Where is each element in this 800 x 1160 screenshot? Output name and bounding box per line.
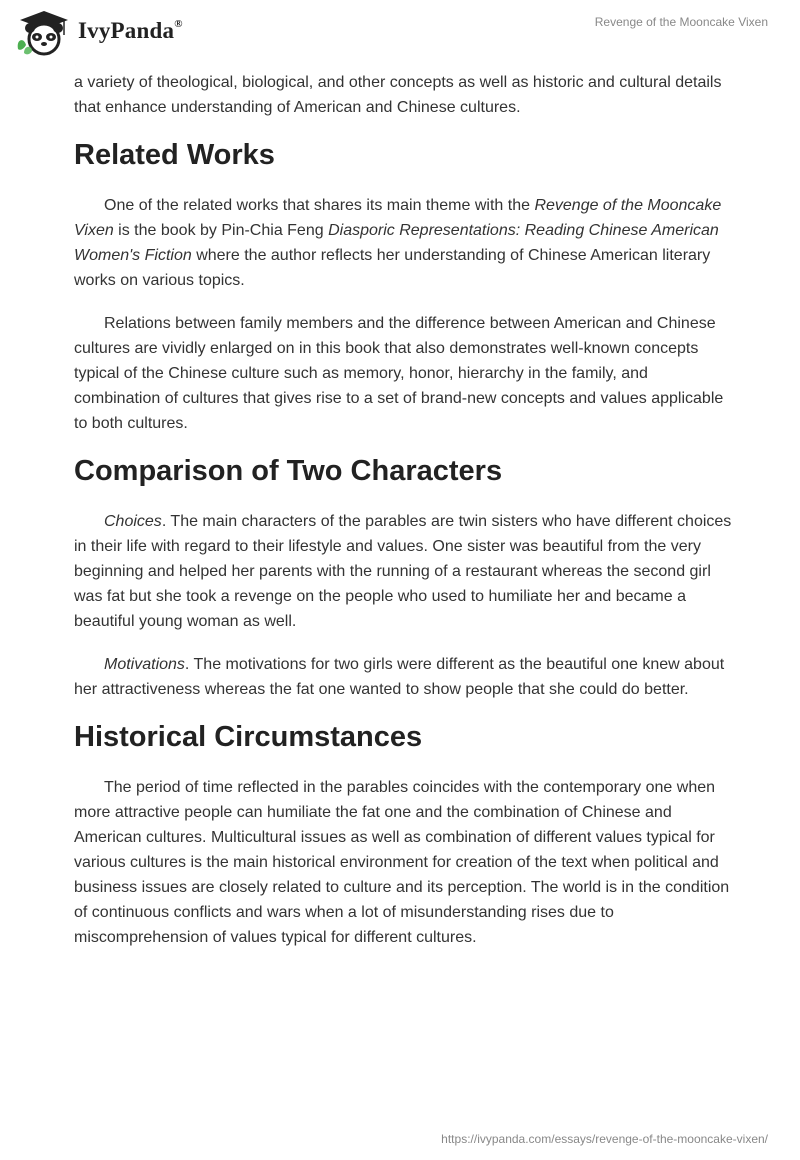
brand-text: IvyPanda (78, 18, 175, 43)
heading-comparison: Comparison of Two Characters (74, 455, 503, 487)
intro-paragraph: a variety of theological, biological, and other concepts as well as historic and cultural details that enhance understanding of American and Chinese cultures. (74, 74, 722, 116)
heading-historical: Historical Circumstances (74, 721, 423, 753)
comparison-paragraph-choices: Choices. The main characters of the parables are twin sisters who have different choices in their life with regard to their lifestyle and values. One sister was beautiful from the very beginning and helped her parents with the running of a restaurant whereas the second girl was fat but she took a revenge on the people who used to humiliate her and became a beautiful young woman as well. (74, 513, 732, 630)
related-paragraph-2: Relations between family members and the difference between American and Chinese cultures are vividly enlarged on in this book that also demonstrates well-known concepts typical of the Chinese culture such as memory, honor, hierarchy in the family, and combination of cultures that gives rise to a set of brand-new concepts and values applicable to both cultures. (74, 315, 724, 432)
source-url[interactable]: https://ivypanda.com/essays/revenge-of-the-mooncake-vixen/ (441, 1132, 768, 1146)
page-header (0, 0, 800, 60)
essay-content (74, 70, 734, 968)
panda-logo-icon[interactable] (14, 9, 74, 57)
brand-name[interactable] (78, 18, 183, 44)
related-paragraph-1: One of the related works that shares its main theme with the Revenge of the Mooncake Vixen is the book by Pin-Chia Feng Diasporic Representations: Reading Chinese American Women's Fiction where the author reflects her understanding of Chinese American literary works on various topics. (74, 197, 722, 289)
heading-related-works: Related Works (74, 139, 275, 171)
comparison-paragraph-motivations: Motivations. The motivations for two girls were different as the beautiful one knew about her attractiveness whereas the fat one wanted to show people that she could do better. (74, 656, 725, 698)
document-title: Revenge of the Mooncake Vixen (594, 15, 768, 29)
registered-mark: ® (174, 18, 183, 31)
historical-paragraph: The period of time reflected in the parables coincides with the contemporary one when more attractive people can humiliate the fat one and the combination of Chinese and American cultures. Multicultural issues as well as combination of different values typical for various cultures is the main historical environment for creation of the text when political and business issues are closely related to culture and its perception. The world is in the condition of continuous conflicts and wars when a lot of misunderstanding rises due to miscomprehension of values typical for different cultures. (74, 779, 730, 946)
